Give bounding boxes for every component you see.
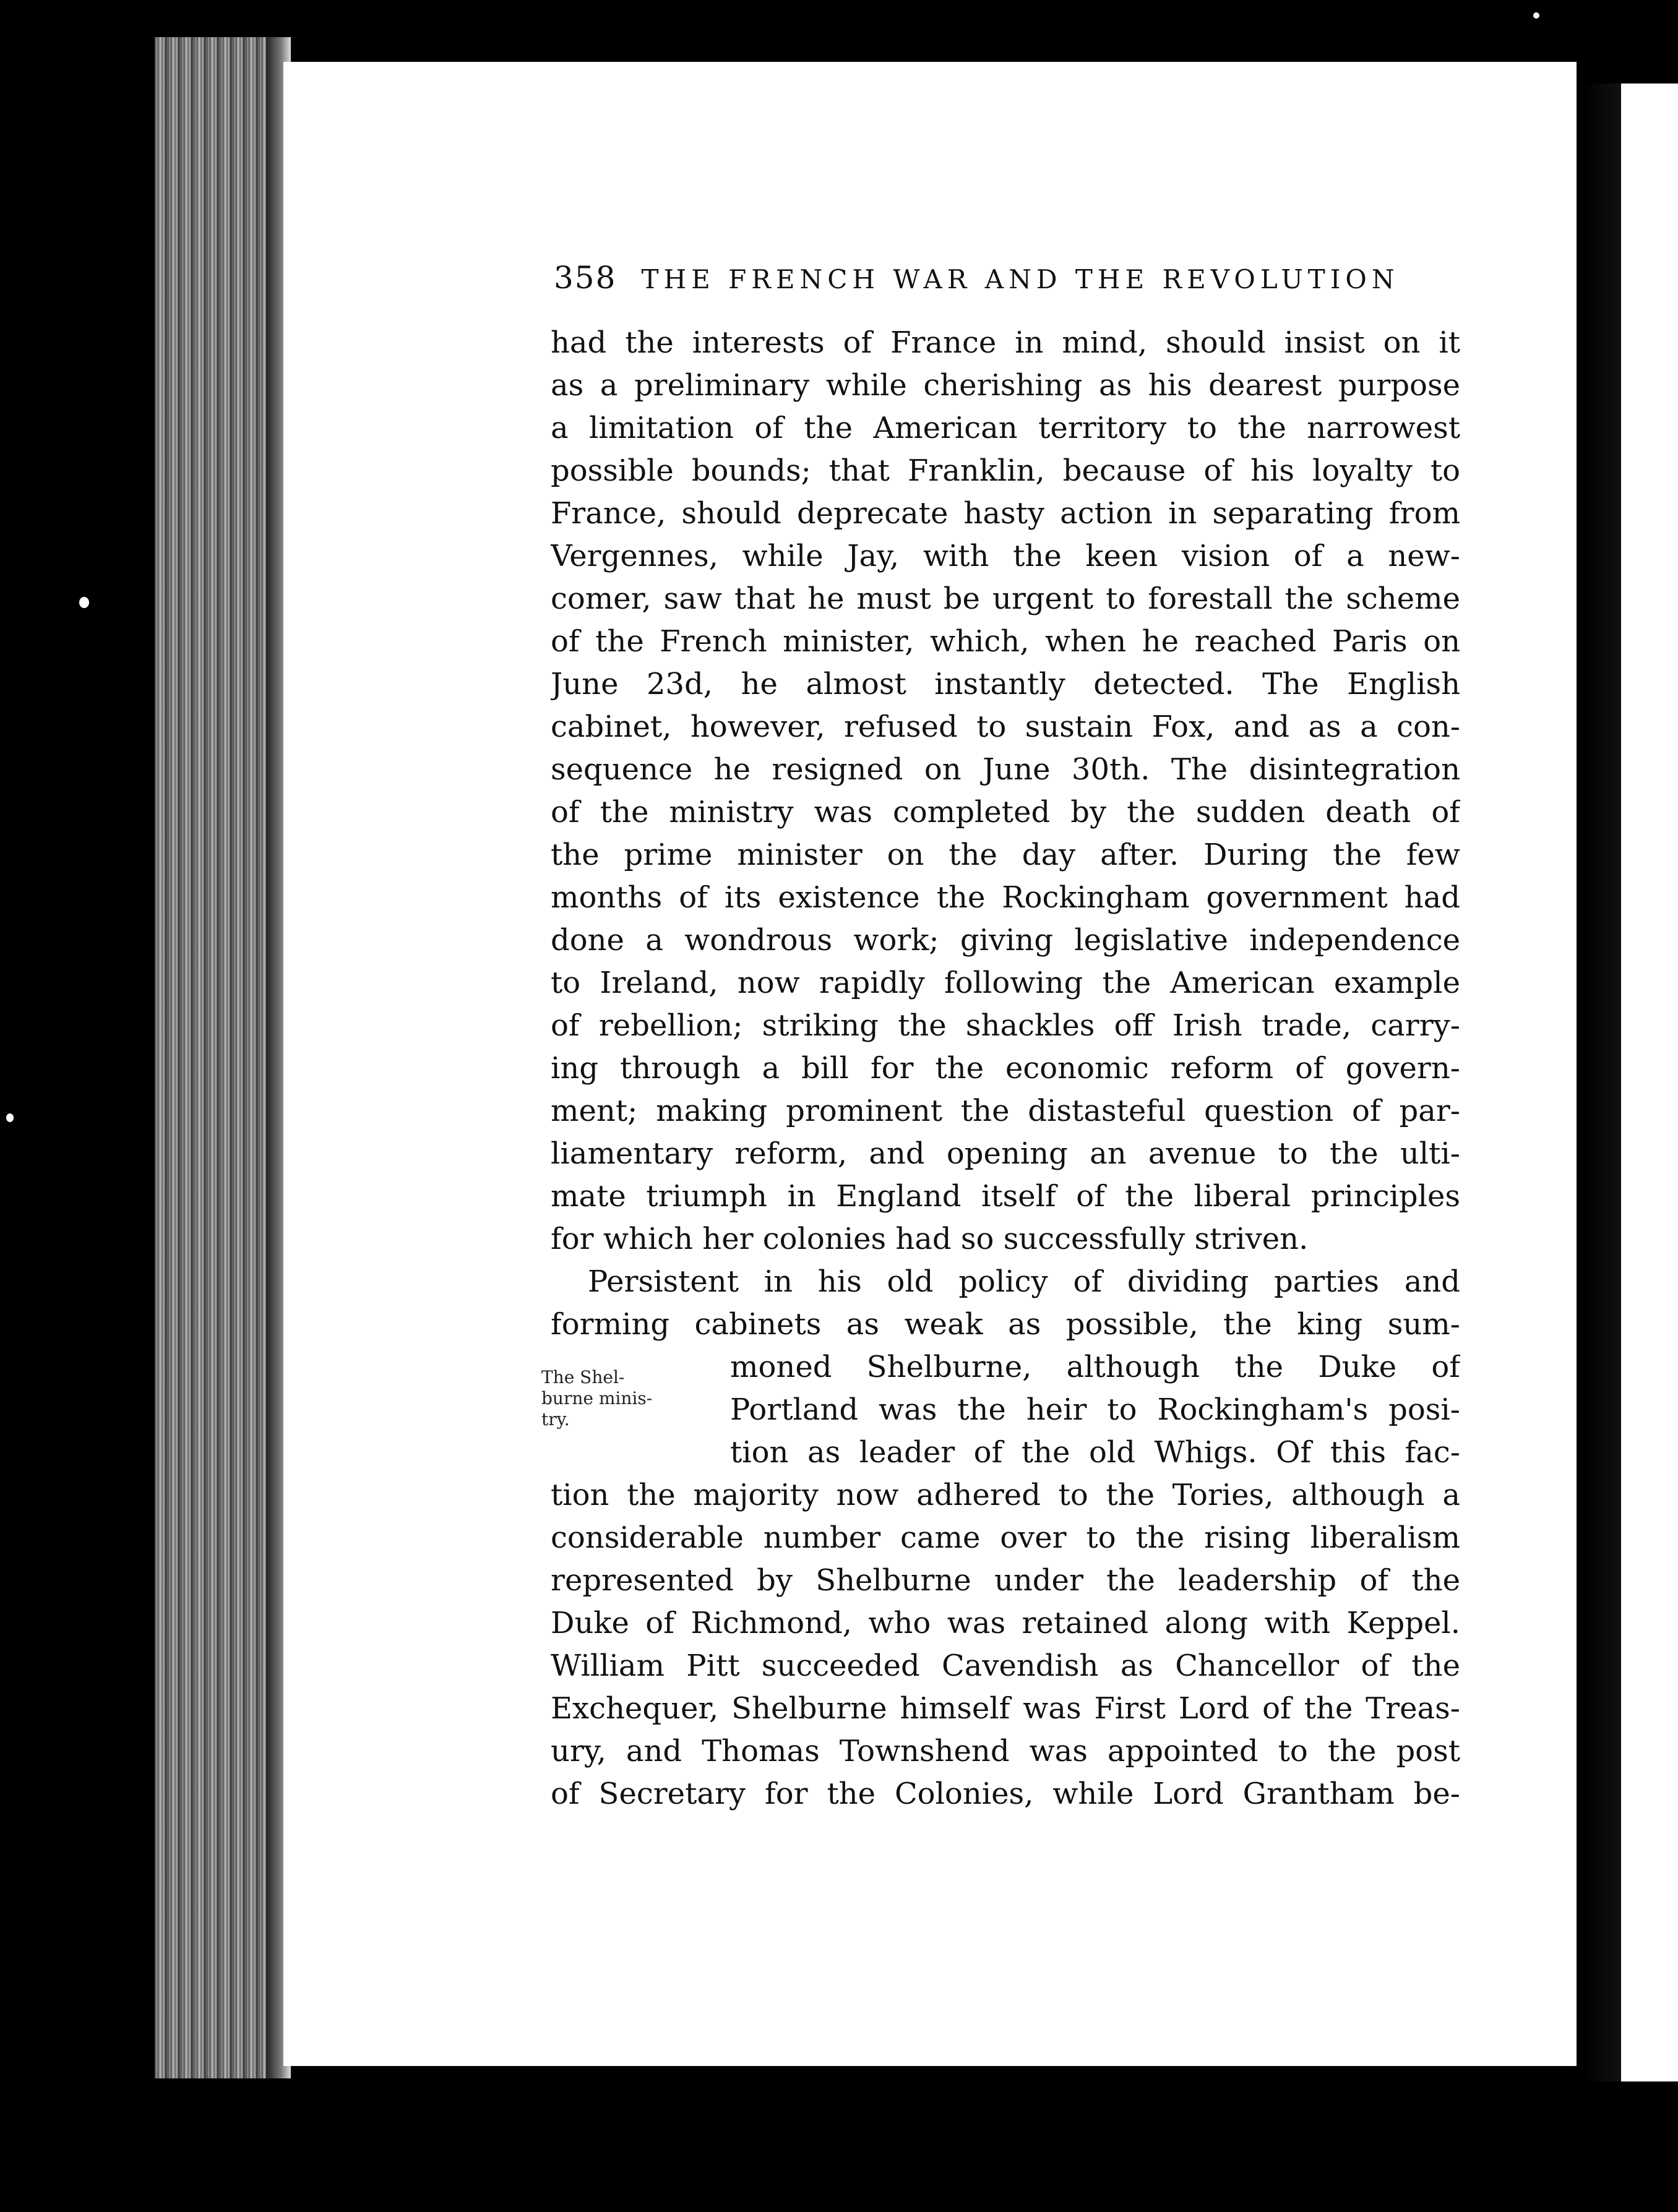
text-line: to Ireland, now rapidly following the American example [551, 966, 1460, 1000]
text-line: sequence he resigned on June 30th. The disintegration [551, 752, 1460, 787]
text-line: William Pitt succeeded Cavendish as Chancellor of the [551, 1648, 1460, 1683]
side-note [541, 1367, 715, 1430]
facing-page-edge [1621, 84, 1678, 2081]
text-line: Duke of Richmond, who was retained along with Keppel. [551, 1606, 1460, 1640]
text-line: ury, and Thomas Townshend was appointed to the post [551, 1734, 1460, 1768]
paragraph [551, 322, 1460, 1261]
text-line: the prime minister on the day after. During the few [551, 838, 1460, 872]
text-line: of the ministry was completed by the sudden death of [551, 795, 1460, 830]
text-line: Portland was the heir to Rockingham's posi- [730, 1392, 1460, 1427]
side-note-line: burne minis- [541, 1388, 653, 1408]
side-note-line: try. [541, 1409, 570, 1430]
text-line: considerable number came over to the rising liberalism [551, 1520, 1460, 1555]
page-edge-stack [155, 37, 285, 2078]
text-line: done a wondrous work; giving legislative independence [551, 923, 1460, 958]
side-note-line: The Shel- [541, 1367, 625, 1387]
text-line: possible bounds; that Franklin, because of his loyalty to [551, 453, 1460, 488]
text-line: tion the majority now adhered to the Tories, although a [551, 1478, 1460, 1512]
text-line: tion as leader of the old Whigs. Of this fac- [730, 1435, 1460, 1470]
text-line: Exchequer, Shelburne himself was First Lord of the Treas- [551, 1691, 1460, 1726]
text-line: comer, saw that he must be urgent to forestall the scheme [551, 581, 1460, 616]
text-line: cabinet, however, refused to sustain Fox, and as a con- [551, 709, 1460, 744]
text-line: of rebellion; striking the shackles off Irish trade, carry- [551, 1008, 1460, 1043]
scan-speck [6, 1113, 14, 1122]
text-line: as a preliminary while cherishing as his dearest purpose [551, 368, 1460, 403]
text-line: Persistent in his old policy of dividing parties and [588, 1264, 1460, 1299]
text-line: represented by Shelburne under the leadership of the [551, 1563, 1460, 1598]
text-line: mate triumph in England itself of the liberal principles [551, 1179, 1460, 1214]
text-line: had the interests of France in mind, should insist on it [551, 325, 1460, 360]
text-line: ing through a bill for the economic reform of govern- [551, 1051, 1460, 1086]
running-head [554, 260, 1460, 296]
paragraph [551, 1261, 1460, 1815]
scan-speck [1533, 12, 1539, 19]
text-line: June 23d, he almost instantly detected. The English [551, 667, 1460, 701]
scan-speck [79, 597, 89, 608]
text-line: moned Shelburne, although the Duke of [730, 1350, 1460, 1384]
body-text [551, 322, 1460, 1815]
text-line: of Secretary for the Colonies, while Lord Grantham be- [551, 1777, 1460, 1811]
text-line: liamentary reform, and opening an avenue to the ulti- [551, 1136, 1460, 1171]
text-line: France, should deprecate hasty action in separating from [551, 496, 1460, 531]
page-number: 358 [554, 260, 617, 296]
text-line: a limitation of the American territory to the narrowest [551, 411, 1460, 445]
text-line: of the French minister, which, when he reached Paris on [551, 624, 1460, 659]
chapter-title: THE FRENCH WAR AND THE REVOLUTION [641, 264, 1400, 294]
text-line: forming cabinets as weak as possible, the king sum- [551, 1307, 1460, 1342]
text-line: Vergennes, while Jay, with the keen vision of a new- [551, 539, 1460, 573]
text-line: ment; making prominent the distasteful question of par- [551, 1094, 1460, 1128]
facing-gutter [1584, 84, 1621, 2081]
text-line: months of its existence the Rockingham government had [551, 880, 1460, 915]
text-line: for which her colonies had so successfully striven. [551, 1222, 1309, 1256]
